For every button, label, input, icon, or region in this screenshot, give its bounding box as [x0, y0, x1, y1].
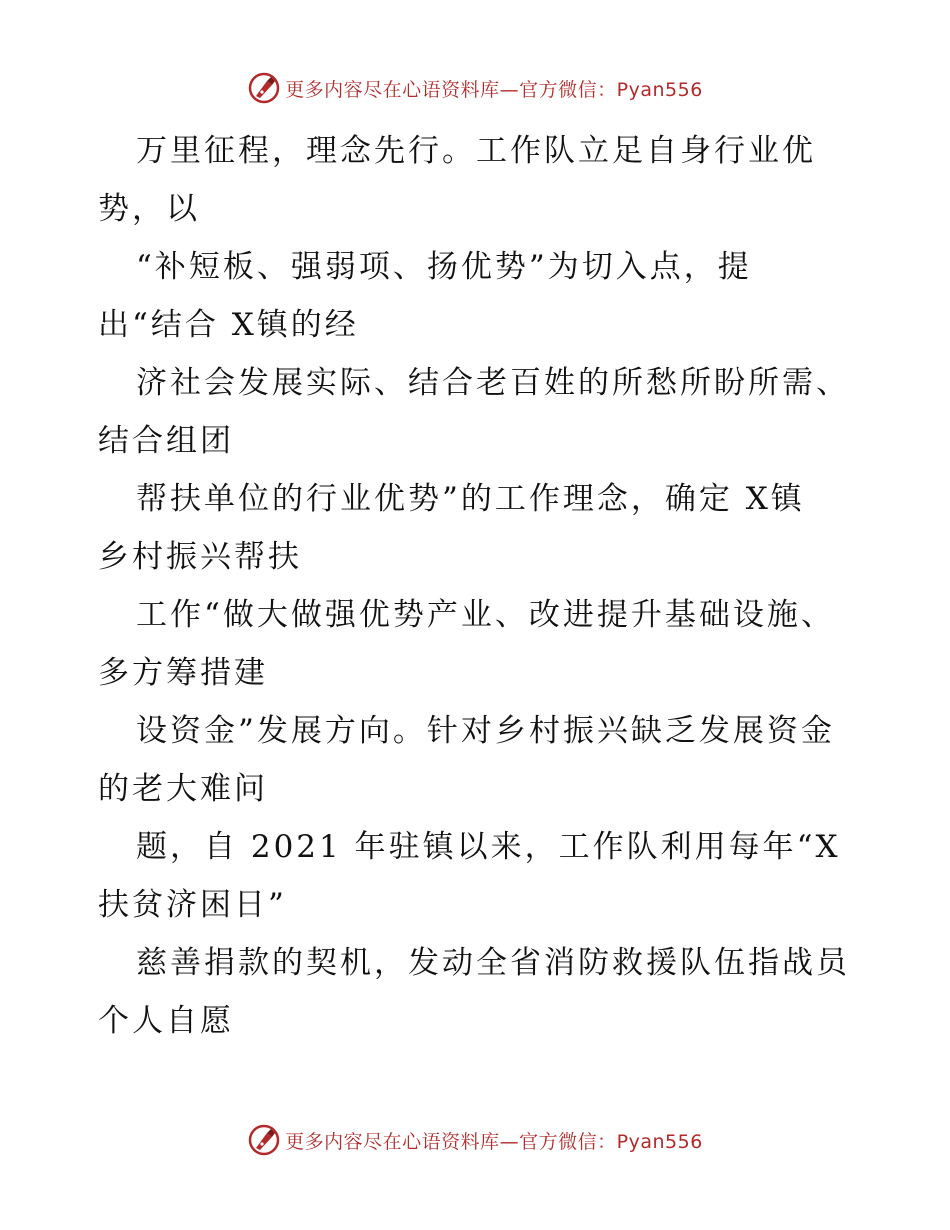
paragraph-line: 慈善捐款的契机，发动全省消防救援队伍指战员 [136, 945, 850, 981]
paragraph-line: 设资金”发展方向。针对乡村振兴缺乏发展资金 [136, 713, 835, 749]
paragraph-line: 乡村振兴帮扶 [98, 539, 302, 575]
pen-nib-logo-icon [247, 1123, 281, 1157]
header-watermark-text: 更多内容尽在心语资料库—官方微信：Pyan556 [285, 78, 703, 101]
paragraph-line: 题，自 2021 年驻镇以来，工作队利用每年“X [136, 829, 841, 865]
paragraph-line: 济社会发展实际、结合老百姓的所愁所盼所需、 [136, 365, 850, 401]
paragraph-line: “补短板、强弱项、扬优势”为切入点，提 [136, 249, 752, 285]
paragraph-line: 出“结合 X镇的经 [98, 307, 359, 343]
paragraph-line: 结合组团 [98, 423, 234, 459]
document-body [98, 122, 888, 1050]
paragraph-line: 工作“做大做强优势产业、改进提升基础设施、 [136, 597, 835, 633]
pen-nib-logo-icon [247, 71, 281, 105]
footer-watermark-banner [0, 1120, 950, 1160]
footer-watermark-text: 更多内容尽在心语资料库—官方微信：Pyan556 [285, 1130, 703, 1153]
paragraph-line: 扶贫济困日” [98, 887, 287, 923]
paragraph-line: 势，以 [98, 191, 200, 227]
header-watermark-banner [0, 68, 950, 108]
paragraph-line: 万里征程，理念先行。工作队立足自身行业优 [136, 133, 816, 169]
paragraph-line: 多方筹措建 [98, 655, 268, 691]
paragraph-line: 个人自愿 [98, 1003, 234, 1039]
paragraph-line: 的老大难问 [98, 771, 268, 807]
paragraph-line: 帮扶单位的行业优势”的工作理念，确定 X镇 [136, 481, 805, 517]
